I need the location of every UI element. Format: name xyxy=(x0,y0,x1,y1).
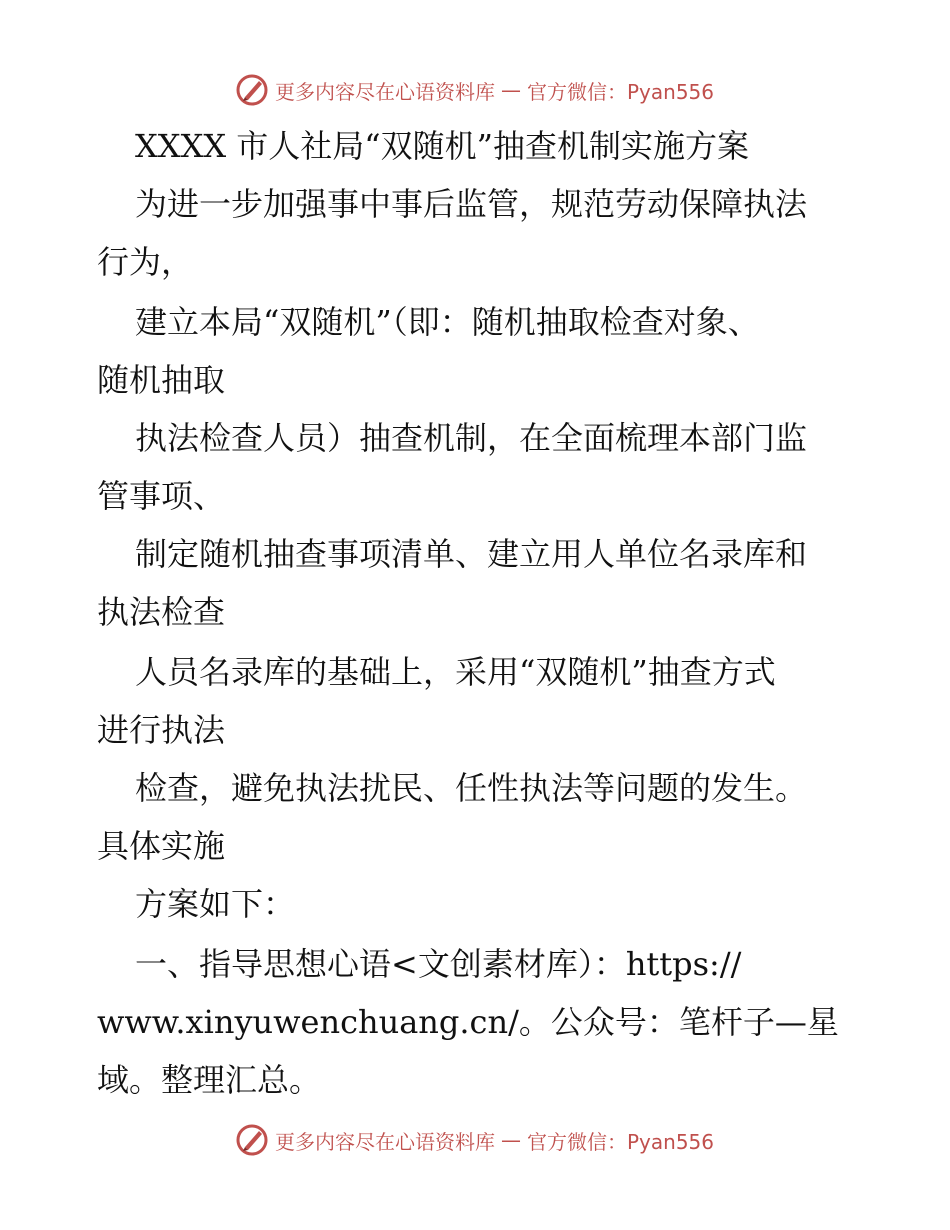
paragraph-line: 行为， xyxy=(97,243,194,281)
paragraph-line: 制定随机抽查事项清单、建立用人单位名录库和 xyxy=(135,535,808,573)
banner-text: 更多内容尽在心语资料库 xyxy=(275,79,495,104)
paragraph-line: 执法检查人员）抽查机制，在全面梳理本部门监 xyxy=(135,419,808,457)
paragraph-line: 人员名录库的基础上，采用“双随机”抽查方式 xyxy=(135,653,776,691)
paragraph-line: 为进一步加强事中事后监管，规范劳动保障执法 xyxy=(135,185,808,223)
paragraph-line: 随机抽取 xyxy=(97,361,226,399)
paragraph-line: 检查，避免执法扰民、任性执法等问题的发生。 xyxy=(135,769,808,807)
pen-logo-icon xyxy=(235,1123,269,1157)
document-title: XXXX 市人社局“双随机”抽查机制实施方案 xyxy=(135,127,750,165)
paragraph-line: 一、指导思想心语<文创素材库）：https:// xyxy=(135,945,742,983)
paragraph-line: 进行执法 xyxy=(97,711,226,749)
paragraph-line: 管事项、 xyxy=(97,477,226,515)
footer-banner xyxy=(235,1122,714,1158)
paragraph-line: 建立本局“双随机”（即：随机抽取检查对象、 xyxy=(135,303,760,341)
paragraph-line: 执法检查 xyxy=(97,593,226,631)
paragraph-line: 域。整理汇总。 xyxy=(97,1061,322,1099)
banner-separator: — xyxy=(501,1128,521,1152)
banner-contact: 官方微信：Pyan556 xyxy=(527,79,715,104)
paragraph-line: www.xinyuwenchuang.cn/。公众号：笔杆子—星 xyxy=(97,1003,839,1041)
banner-separator: — xyxy=(501,78,521,102)
paragraph-line: 方案如下： xyxy=(135,885,296,923)
banner-text: 更多内容尽在心语资料库 xyxy=(275,1129,495,1154)
banner-contact: 官方微信：Pyan556 xyxy=(527,1129,715,1154)
paragraph-line: 具体实施 xyxy=(97,827,226,865)
